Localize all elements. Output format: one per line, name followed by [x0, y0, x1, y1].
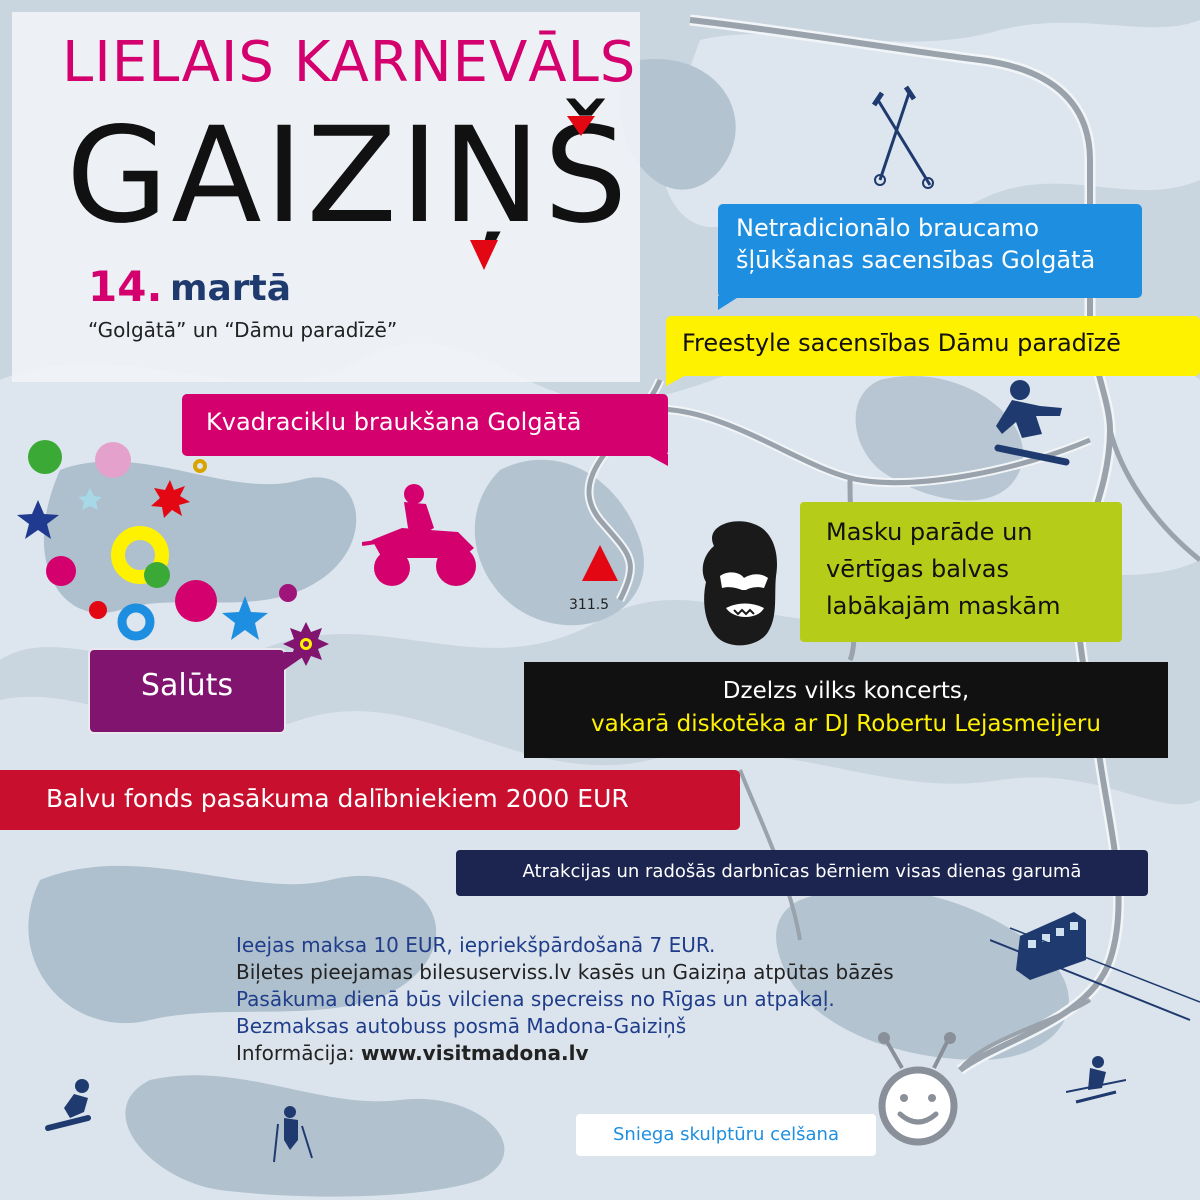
purple-bubble-pointer	[284, 652, 310, 670]
skier-left-icon	[268, 1104, 318, 1164]
train-icon	[990, 900, 1200, 1030]
tickets-text: Biļetes pieejamas bilesuserviss.lv kasēs un Gaiziņa atpūtas bāzēs	[236, 960, 894, 984]
snowboarder-bottom-icon	[44, 1078, 104, 1138]
mask-parade-line3: labākajām maskām	[826, 592, 1061, 621]
unconventional-sledding-line1: Netradicionālo braucamo	[736, 214, 1040, 242]
unconventional-sledding-label	[718, 204, 1142, 298]
event-venues: “Golgātā” un “Dāmu paradīzē”	[88, 318, 398, 342]
ski-poles-icon	[860, 85, 940, 195]
freestyle-text: Freestyle sacensības Dāmu paradīzē	[682, 329, 1121, 357]
info-block	[236, 932, 894, 1067]
event-title-line1: LIELAIS KARNEVĀLS	[62, 30, 637, 95]
prize-fund-text: Balvu fonds pasākuma dalībniekiem 2000 EUR	[46, 784, 629, 813]
title-triangle-bottom-icon	[470, 240, 498, 270]
prize-fund-label	[0, 770, 740, 830]
magenta-bubble-pointer	[646, 454, 668, 466]
wolf-face-icon	[694, 516, 784, 650]
entry-fee-text: Ieejas maksa 10 EUR, iepriekšpārdošanā 7 EUR.	[236, 933, 716, 957]
title-triangle-top-icon	[567, 116, 595, 136]
skier-right-icon	[1066, 1054, 1126, 1114]
info-line	[236, 1040, 894, 1067]
blue-bubble-pointer	[718, 296, 740, 310]
yellow-bubble-pointer	[666, 374, 688, 386]
attractions-label	[456, 850, 1148, 896]
elevation-triangle-icon	[582, 545, 618, 581]
mask-parade-label	[800, 502, 1122, 642]
attractions-text: Atrakcijas un radošās darbnīcas bērniem visas dienas garumā	[522, 861, 1082, 882]
snow-sculptures-label	[576, 1114, 876, 1156]
mask-parade-line1: Masku parāde un	[826, 518, 1033, 546]
smiley-icon[interactable]	[868, 1026, 968, 1146]
snow-sculptures-text: Sniega skulptūru celšana	[613, 1124, 839, 1145]
event-title-line2: GAIZIŅŠ	[66, 99, 631, 253]
disco-text: vakarā diskotēka ar DJ Robertu Lejasmeijeru	[591, 711, 1101, 738]
freestyle-label	[666, 316, 1200, 376]
info-url-link[interactable]: www.visitmadona.lv	[360, 1041, 589, 1065]
event-date-word: martā	[170, 268, 292, 309]
quad-bike-icon	[362, 480, 482, 600]
snowboarder-icon	[992, 378, 1072, 468]
event-date-number: 14.	[88, 262, 163, 311]
concert-text: Dzelzs vilks koncerts,	[722, 678, 970, 704]
concert-label	[524, 662, 1168, 758]
info-label: Informācija:	[236, 1041, 355, 1065]
fireworks-text: Salūts	[140, 668, 234, 703]
elevation-label: 311.5	[569, 597, 610, 613]
quad-biking-text: Kvadraciklu braukšana Golgātā	[206, 408, 582, 436]
fireworks-decoration	[0, 430, 340, 680]
unconventional-sledding-line2: šļūkšanas sacensības Golgātā	[736, 246, 1096, 275]
fireworks-label	[88, 648, 286, 734]
train-text: Pasākuma dienā būs vilciena specreiss no Rīgas un atpakaļ.	[236, 987, 835, 1011]
bus-text: Bezmaksas autobuss posmā Madona-Gaiziņš	[236, 1014, 687, 1038]
mask-parade-line2: vērtīgas balvas	[826, 555, 1010, 584]
